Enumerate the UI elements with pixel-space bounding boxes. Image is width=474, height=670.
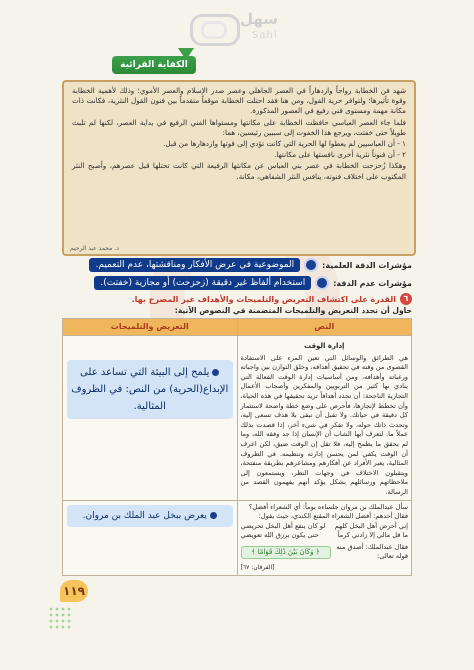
publisher-logo [190, 8, 310, 46]
passage-paragraph: شهد فن الخطابة رواجاً وازدهاراً في العصر الجاهلي وعصر صدر الإسلام والعصر الأموي؛ وذلك لأهمية الخطابة وقوة تأثيرها؛ ولتوافر حرية القول، ومن هنا فقد احتلت الخطابة موقعاً متقدماً بين فنون القول النثرية، فكانت ذات مكانة مهمة ومستوى فني رفيع في العصور المذكورة. [72, 86, 406, 116]
table-row [63, 500, 412, 575]
inaccuracy-indicator-row [94, 276, 412, 290]
section-tag: الكفاية القرائية [112, 56, 196, 74]
header-text: النص [237, 319, 412, 336]
passage-paragraph: ١ - أن العباسيين لم يعطوا لها الحرية التي كانت تؤدي إلى قوتها وازدهارها من قبل. [163, 139, 406, 149]
question-prompt: حاول أن تحدد التعريض والتلميحات المتضمنة في النصوص الآتية: [174, 306, 412, 315]
quran-verse: ﴿ وَكَانَ بَيْنَ ذَٰلِكَ قَوَامًا ﴾ [241, 546, 331, 560]
header-hints: التعريض والتلميحات [63, 319, 238, 336]
row1-text: هي الطرائق والوسائل التي تعين المرء على الاستفادة القصوى من وقته في تحقيق أهدافه، وخلق التوازن بين واجباته ورغباته وأهدافه، ومن أساسيات إدارة الوقت الفعالة التي ينادي بها كثير من التربويين والمفكرين وأصحاب الأعمال التجارية الناجحة: أن تحدد أهدافاً تريد تحقيقها في هذه الحياة، وأن تخطط لإنجازها، فأحرص على وضع خطة واضحة لاستثمار كل دقيقة في حياتك. ولا تقبل أن تبقى بلا هدف تسعى إليه، وتحدث ذاتك حوله، ولا تفكر في شيء آخر، إذا قصدت بذلك عملاً ما. لتعرف أيها الشاب أن الإنسان إذا جد وفقه الله، وما لم يحقق ما يطمح إليه، فلا تقل إن الوقت ضيق، لكن اعرف أن الوقت يكفي لمن يحسن إدارته وتنظيمه. في الظروف المثالية، يعبر الأفراد عن أفكارهم ومشاعرهم بطريقة منفتحة، ويتقبلون الاختلاف في وجهات النظر، ويستمعون إلى ملاحظاتهم ورسائلهم بشكل يؤكد أنهم يفهمون القصد من الرسالة. [240, 353, 408, 496]
inaccuracy-label: مؤشرات عدم الدقة: [333, 278, 412, 288]
bullet-icon [212, 369, 219, 376]
passage-text [72, 86, 406, 183]
poem-line [241, 531, 409, 541]
decorative-dots-icon [48, 606, 72, 630]
reading-passage [62, 80, 416, 256]
bullet-icon [210, 512, 217, 519]
row2-intro: سأل عبدالملك بن مروان جلساءه يوماً: أي الشعراء أفضل؟ فقال أحدهم: أفضل الشعراء المقنع الكندي، حيث يقول: [248, 502, 408, 521]
row1-answer [67, 360, 233, 419]
logo-text-english: Sahl [252, 30, 278, 41]
bullet-icon [306, 260, 316, 270]
poem-line [241, 522, 409, 532]
hints-table [62, 318, 412, 576]
accuracy-indicator-row [89, 258, 412, 272]
logo-mark-icon [190, 14, 240, 46]
accuracy-answer: الموضوعية في عرض الأفكار ومناقشتها، عدم التعميم. [89, 258, 300, 272]
verse-hemistich: إني أحرض أهل البخل كلهم [334, 521, 408, 530]
row1-answer-text: يلمح إلى البيئة التي تساعد على الإبداع(الحرية) من النص: في الظروف المثالية. [71, 367, 229, 412]
passage-paragraph: ٢ - أن فنوناً نثرية أخرى نافستها على مكانتها. [274, 150, 406, 160]
bullet-icon [317, 278, 327, 288]
row2-ending: فقال عبدالملك: أصدق منه قوله تعالى: [336, 542, 408, 561]
row2-answer-text: يعرض ببخل عبد الملك بن مروان. [82, 510, 207, 521]
row2-ending-line [241, 543, 409, 562]
row1-heading: إدارة الوقت [304, 342, 345, 350]
question-heading [132, 293, 412, 305]
logo-text-arabic: سهل [240, 10, 279, 28]
inaccuracy-answer: استخدام ألفاظ غير دقيقة (زحزحت) أو مجازية (خفتت). [94, 276, 311, 290]
table-row [63, 336, 412, 501]
page-number: ١١٩ [60, 580, 88, 602]
row2-answer-cell [63, 500, 238, 575]
row1-text-cell [237, 336, 412, 501]
question-number: ٦ [400, 293, 412, 305]
quran-reference: [الفرقان: ٦٧] [240, 564, 275, 572]
verse-hemistich: لو كان ينفع أهل البخل تحريضي [240, 521, 326, 530]
row2-text-cell [237, 500, 412, 575]
row1-answer-cell [63, 336, 238, 501]
verse-hemistich: ما قل مالي إلا زادني كرماً [337, 531, 408, 540]
question-title: القدرة على اكتشاف التعريض والتلميحات والأهداف غير المصرح بها. [131, 294, 396, 304]
accuracy-label: مؤشرات الدقة العلمية: [322, 260, 412, 270]
passage-paragraph: فلما جاء العصر العباسي حافظت الخطابة على مكانتها ومستواها الفني الرفيع في بداية العصر، لكنها لم تلبث طويلاً حتى خفتت، ويرجع هذا الخفوت إلى سببين رئيسين، هما: [72, 117, 406, 137]
row2-answer [67, 505, 233, 527]
passage-paragraph: وهكذا زُحزحت الخطابة في عصر بني العباس عن مكانتها الرفيعة التي كانت تحتلها قبل عصرهم، وأصبح النثر المكتوب على اختلاف فنونه، ينافس النثر الشفاهي، مكانة. [72, 161, 406, 181]
passage-signature: د. محمد عبد الرحيم [70, 245, 119, 252]
verse-hemistich: حتى يكون برزق الله تعويضي [240, 531, 319, 540]
